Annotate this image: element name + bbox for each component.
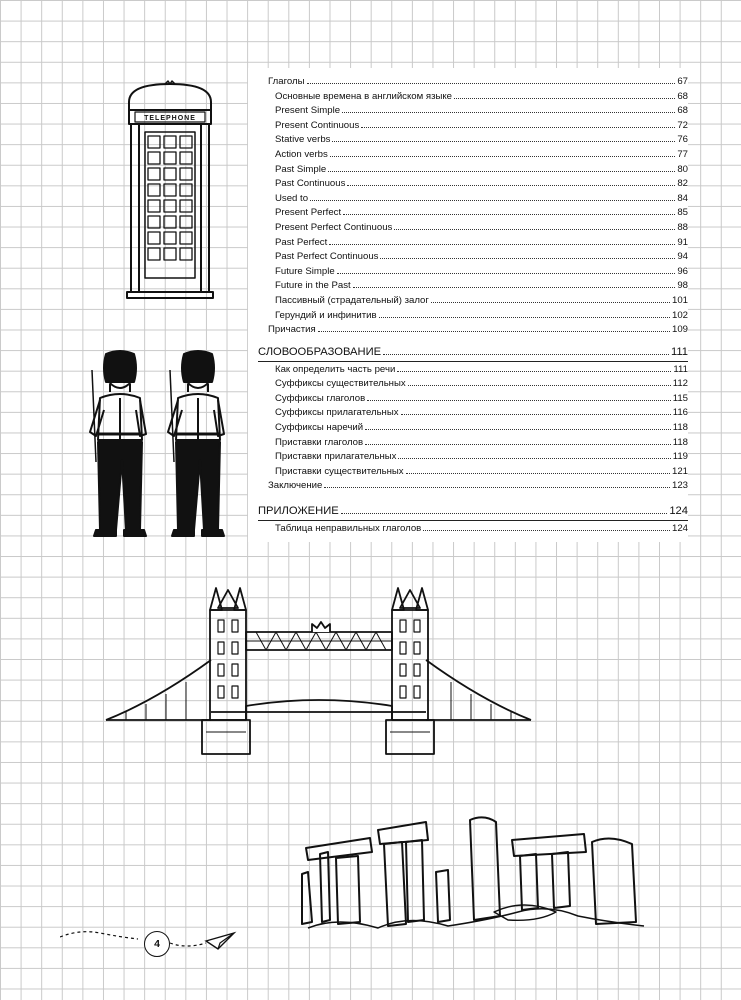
toc-entry-page: 118 bbox=[672, 436, 688, 448]
toc-leader-dots bbox=[379, 309, 670, 318]
toc-leader-dots bbox=[454, 90, 675, 99]
toc-entry-label: Past Perfect Continuous bbox=[275, 251, 379, 263]
toc-leader-dots bbox=[383, 346, 669, 355]
toc-row[interactable] bbox=[275, 90, 688, 103]
toc-entry-page: 68 bbox=[677, 90, 688, 102]
toc-entry-label: Приставки глаголов bbox=[275, 436, 364, 448]
page-number-area bbox=[60, 925, 250, 965]
toc-row[interactable] bbox=[275, 450, 688, 463]
toc-entry-label: Пассивный (страдательный) залог bbox=[275, 295, 429, 306]
toc-entry-page: 119 bbox=[672, 451, 688, 463]
toc-entry-page: 102 bbox=[671, 309, 688, 321]
toc-leader-dots bbox=[353, 279, 676, 288]
toc-leader-dots bbox=[361, 119, 675, 128]
toc-row[interactable] bbox=[268, 323, 688, 336]
toc-entry-label: Таблица неправильных глаголов bbox=[275, 522, 422, 534]
toc-leader-dots bbox=[307, 75, 676, 84]
toc-entry-label: Основные времена в английском языке bbox=[275, 90, 453, 102]
toc-leader-dots bbox=[342, 104, 675, 113]
toc-entry-page: 82 bbox=[677, 178, 688, 190]
toc-entry-label: Приставки прилагательных bbox=[275, 451, 397, 463]
toc-entry-page: 67 bbox=[677, 76, 688, 87]
toc-entry-page: 123 bbox=[671, 480, 688, 492]
toc-row[interactable] bbox=[275, 522, 688, 535]
toc-entry-label: Used to bbox=[275, 192, 309, 204]
toc-entry-page: 111 bbox=[673, 363, 688, 375]
toc-leader-dots bbox=[394, 221, 675, 230]
toc-leader-dots bbox=[332, 133, 675, 142]
toc-leader-dots bbox=[318, 323, 670, 332]
toc-leader-dots bbox=[401, 406, 671, 415]
toc-panel bbox=[248, 68, 688, 542]
toc-row[interactable] bbox=[275, 119, 688, 132]
phone-box-sign-text: TELEPHONE bbox=[144, 115, 196, 122]
toc-leader-dots bbox=[398, 450, 670, 459]
toc-entry-page: 101 bbox=[671, 295, 688, 306]
toc-entry-label: Past Simple bbox=[275, 163, 327, 175]
toc-row[interactable] bbox=[268, 75, 688, 88]
toc-row[interactable] bbox=[275, 163, 688, 176]
toc-entry-page: 124 bbox=[671, 522, 688, 534]
toc-entry-label: Present Perfect bbox=[275, 207, 342, 219]
toc-entry-label: Action verbs bbox=[275, 149, 328, 160]
toc-entry-page: 85 bbox=[677, 207, 688, 219]
toc-entry-page: 98 bbox=[677, 280, 688, 292]
toc-entry-page: 116 bbox=[672, 407, 688, 419]
toc-entry-label: Приставки существительных bbox=[275, 465, 404, 477]
toc-row[interactable] bbox=[275, 279, 688, 292]
toc-entry-page: 115 bbox=[672, 392, 688, 404]
toc-entry-label: Заключение bbox=[268, 480, 323, 492]
toc-row[interactable] bbox=[275, 177, 688, 190]
toc-entry-page: 91 bbox=[677, 236, 688, 248]
telephone-box-illustration bbox=[125, 80, 215, 300]
toc-row[interactable] bbox=[275, 465, 688, 478]
toc-entry-page: 72 bbox=[677, 119, 688, 131]
toc-leader-dots bbox=[328, 163, 675, 172]
toc-entry-page: 109 bbox=[671, 324, 688, 336]
toc-entry-label: Future in the Past bbox=[275, 280, 351, 292]
toc-entry-page: 77 bbox=[677, 149, 688, 160]
toc-entry-label: Present Continuous bbox=[275, 119, 360, 131]
toc-row[interactable] bbox=[275, 436, 688, 449]
toc-entry-page: 118 bbox=[672, 421, 688, 433]
toc-entry-page: 84 bbox=[677, 192, 688, 204]
toc-leader-dots bbox=[408, 377, 671, 386]
toc-entry-page: 121 bbox=[671, 465, 688, 477]
toc-entry-label: Суффиксы прилагательных bbox=[275, 407, 399, 419]
toc-entry-label: Суффиксы наречий bbox=[275, 421, 364, 433]
toc-entry-page: 124 bbox=[669, 505, 688, 517]
toc-entry-label: Суффиксы существительных bbox=[275, 378, 406, 390]
toc-leader-dots bbox=[330, 148, 676, 157]
toc-entry-label: Глаголы bbox=[268, 76, 305, 87]
toc-entry-page: 111 bbox=[670, 346, 688, 358]
toc-entry-label: Причастия bbox=[268, 324, 316, 336]
toc-leader-dots bbox=[406, 465, 670, 474]
toc-entry-page: 80 bbox=[677, 163, 688, 175]
paper-plane-icon bbox=[206, 933, 234, 949]
toc-leader-dots bbox=[365, 436, 671, 445]
toc-leader-dots bbox=[310, 192, 675, 201]
toc-row[interactable] bbox=[275, 133, 688, 146]
toc-entry-page: 76 bbox=[677, 134, 688, 146]
toc-entry-label: Future Simple bbox=[275, 265, 335, 277]
toc-entry-label: Past Perfect bbox=[275, 236, 328, 248]
toc-leader-dots bbox=[343, 206, 675, 215]
toc-leader-dots bbox=[324, 479, 670, 488]
toc-row[interactable] bbox=[275, 377, 688, 390]
toc-leader-dots bbox=[423, 522, 670, 531]
page-number: 4 bbox=[144, 931, 170, 957]
toc-entry-page: 112 bbox=[672, 378, 688, 390]
toc-leader-dots bbox=[337, 265, 676, 274]
toc-row[interactable] bbox=[268, 479, 688, 492]
tower-bridge-illustration bbox=[106, 580, 531, 765]
toc-row[interactable] bbox=[275, 104, 688, 117]
toc-leader-dots bbox=[380, 250, 675, 259]
toc-leader-dots bbox=[367, 392, 671, 401]
toc-entry-label: Present Simple bbox=[275, 105, 341, 117]
toc-row[interactable] bbox=[275, 192, 688, 205]
toc-entry-page: 68 bbox=[677, 105, 688, 117]
toc-entry-label: СЛОВООБРАЗОВАНИЕ bbox=[258, 346, 382, 358]
toc-leader-dots bbox=[365, 421, 671, 430]
toc-entry-label: Stative verbs bbox=[275, 134, 331, 146]
toc-leader-dots bbox=[397, 363, 671, 372]
toc-row[interactable] bbox=[275, 392, 688, 405]
toc-row[interactable] bbox=[275, 250, 688, 263]
toc-section-row[interactable] bbox=[258, 345, 688, 359]
stonehenge-illustration bbox=[298, 812, 648, 937]
toc-row[interactable] bbox=[275, 309, 688, 322]
toc-entry-page: 96 bbox=[677, 265, 688, 277]
toc-section-row[interactable] bbox=[258, 504, 688, 518]
toc-entry-label: Past Continuous bbox=[275, 178, 346, 190]
toc-row[interactable] bbox=[275, 363, 688, 376]
toc-entry-label: Герундий и инфинитив bbox=[275, 309, 377, 321]
toc-entry-page: 88 bbox=[677, 222, 688, 233]
toc-entry-label: Present Perfect Continuous bbox=[275, 222, 393, 233]
toc-row[interactable] bbox=[275, 236, 688, 249]
toc-row[interactable] bbox=[275, 265, 688, 278]
toc-entry-page: 94 bbox=[677, 251, 688, 263]
toc-entry-label: ПРИЛОЖЕНИЕ bbox=[258, 505, 339, 517]
toc-leader-dots bbox=[431, 294, 670, 303]
toc-leader-dots bbox=[347, 177, 675, 186]
toc-row[interactable] bbox=[275, 421, 688, 434]
toc-leader-dots bbox=[341, 505, 668, 514]
toc-leader-dots bbox=[329, 236, 675, 245]
toc-row[interactable] bbox=[275, 294, 688, 307]
toc-row[interactable] bbox=[275, 206, 688, 219]
royal-guards-illustration bbox=[82, 350, 232, 540]
toc-row[interactable] bbox=[275, 148, 688, 161]
toc-row[interactable] bbox=[275, 406, 688, 419]
toc-row[interactable] bbox=[275, 221, 688, 234]
toc-entry-label: Как определить часть речи bbox=[275, 363, 396, 375]
toc-entry-label: Суффиксы глаголов bbox=[275, 392, 366, 404]
